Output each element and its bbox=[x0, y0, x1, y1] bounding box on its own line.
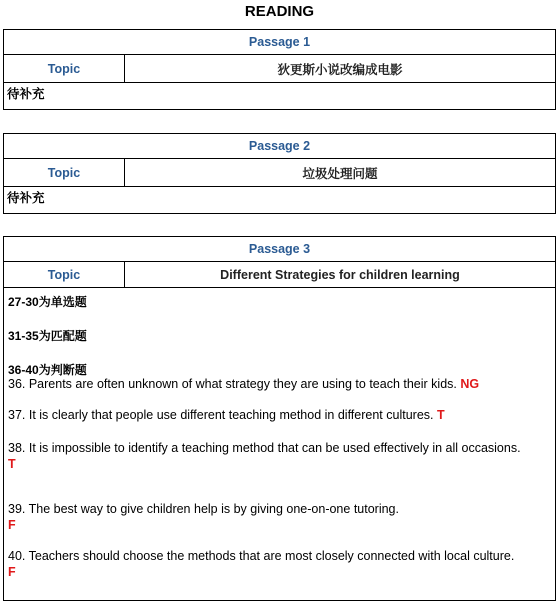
section-heading: 31-35为匹配题 bbox=[8, 329, 87, 343]
topic-label: Topic bbox=[4, 55, 125, 82]
answer-badge: T bbox=[436, 408, 445, 422]
passage-3-body bbox=[4, 288, 555, 600]
question-text: 39. The best way to give children help is by giving one-on-one tutoring. bbox=[8, 502, 399, 516]
passage-header: Passage 1 bbox=[4, 30, 555, 55]
question-item bbox=[8, 407, 548, 423]
topic-value: 狄更斯小说改编成电影 bbox=[277, 62, 403, 77]
question-item bbox=[8, 501, 548, 533]
answer-badge: F bbox=[8, 565, 16, 579]
passage-note: 待补充 bbox=[7, 191, 45, 205]
passage-note: 待补充 bbox=[7, 87, 45, 101]
answer-badge: T bbox=[8, 457, 16, 471]
answer-badge: F bbox=[8, 518, 16, 532]
question-text: 40. Teachers should choose the methods that are most closely connected with local culture. bbox=[8, 549, 515, 563]
passage-header: Passage 3 bbox=[4, 237, 555, 262]
page-title: READING bbox=[244, 3, 315, 20]
passage-header: Passage 2 bbox=[4, 134, 555, 159]
answer-badge: NG bbox=[460, 377, 480, 391]
topic-value: Different Strategies for children learning bbox=[220, 267, 460, 282]
topic-label: Topic bbox=[4, 262, 125, 287]
question-item bbox=[8, 376, 548, 392]
topic-row bbox=[4, 262, 555, 288]
passage-3-table bbox=[3, 236, 556, 601]
topic-label: Topic bbox=[4, 159, 125, 186]
question-item bbox=[8, 440, 548, 472]
topic-row bbox=[4, 55, 555, 83]
passage-1-table bbox=[3, 29, 556, 110]
question-text: 36. Parents are often unknown of what strategy they are using to teach their kids. bbox=[8, 377, 457, 391]
passage-2-table bbox=[3, 133, 556, 214]
question-item bbox=[8, 548, 548, 580]
topic-row bbox=[4, 159, 555, 187]
topic-value: 垃圾处理问题 bbox=[302, 166, 378, 181]
section-heading: 27-30为单选题 bbox=[8, 295, 87, 309]
question-text: 38. It is impossible to identify a teaching method that can be used effectively in all occasions. bbox=[8, 441, 521, 455]
section-heading: 36-40为判断题 bbox=[8, 363, 87, 377]
question-text: 37. It is clearly that people use different teaching method in different cultures. bbox=[8, 408, 434, 422]
